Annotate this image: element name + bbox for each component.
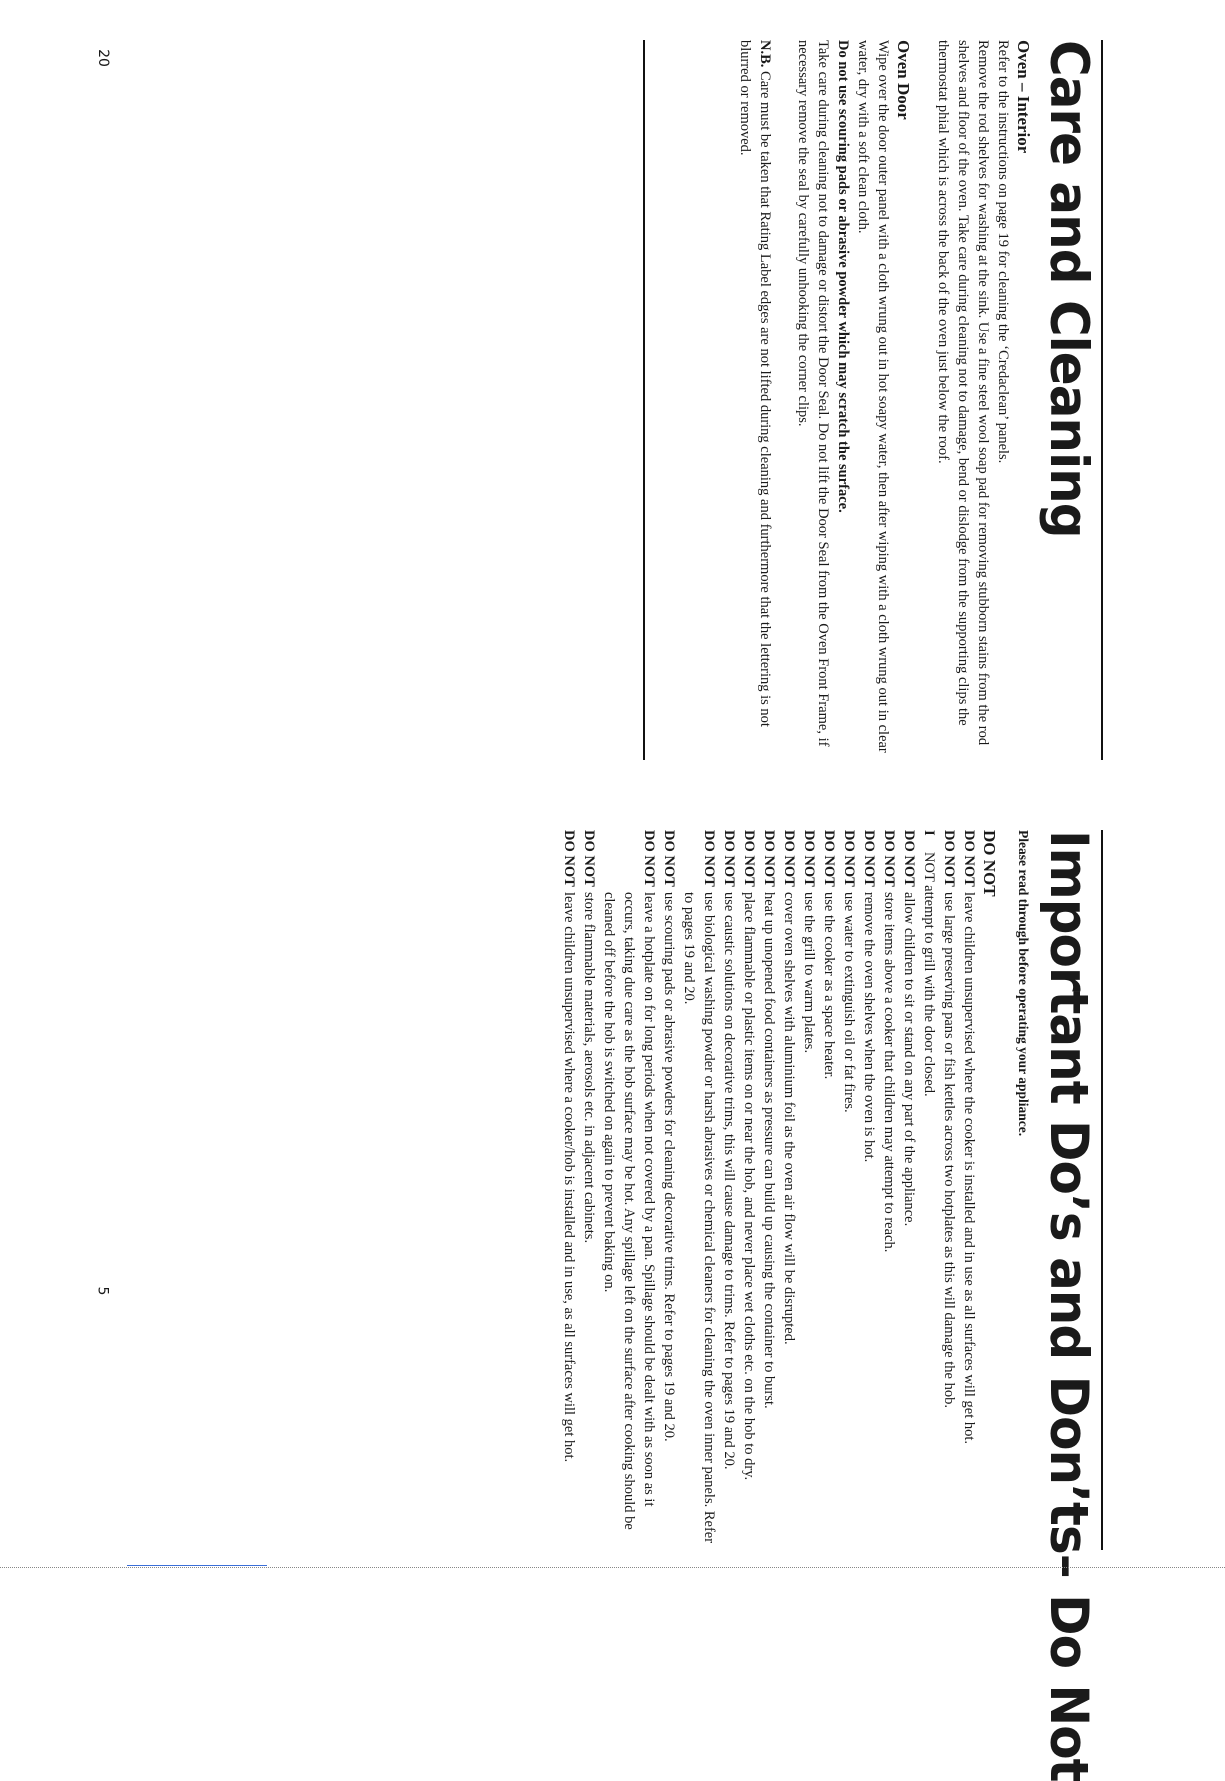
page-number-left: 20 xyxy=(94,49,111,67)
donot-item-text: cover oven shelves with aluminium foil as the oven air flow will be disrupted. xyxy=(781,892,797,1345)
donot-item-text: store items above a cooker that children may attempt to reach. xyxy=(881,892,897,1253)
donot-item xyxy=(899,830,919,1550)
donot-item-text: use the cooker as a space heater. xyxy=(821,892,837,1080)
donot-item xyxy=(559,830,579,1550)
nb-note xyxy=(735,40,775,760)
donot-item-text: leave children unsupervised where a cooker/hob is installed and in use, as all surfaces will get hot. xyxy=(561,892,577,1463)
donot-item-text: leave a hotplate on for long periods when not covered by a pan. Spillage should be dealt with as soon as it occurs, taking due care as the hob surface may be hot. Any spillage left on the surface after cooking should be cleaned off before the hob is switched on again to prevent baking on. xyxy=(601,892,657,1530)
donot-item-label: I xyxy=(921,830,937,836)
donot-item-text: store flammable materials, aerosols etc. in adjacent cabinets. xyxy=(581,892,597,1244)
donot-heading: DO NOT xyxy=(980,830,999,897)
donot-list xyxy=(559,830,979,1550)
donot-item-label: DO NOT xyxy=(881,830,897,887)
donot-item-text: allow children to sit or stand on any part of the appliance. xyxy=(901,892,917,1227)
donot-item xyxy=(939,830,959,1550)
oven-interior-p2: Remove the rod shelves for washing at the sink. Use a fine steel wool soap pad for removing stubborn stains from the rod shelves and floor of the oven. Take care during cleaning not to damage, bend or dislodge from the supporting clips the thermostat phial which is across the back of the oven just below the roof. xyxy=(935,40,991,746)
donot-item-label: DO NOT xyxy=(721,830,737,887)
donot-item-label: DO NOT xyxy=(581,830,597,887)
donot-item xyxy=(799,830,819,1550)
donot-item-label: DO NOT xyxy=(841,830,857,887)
donot-item-label: DO NOT xyxy=(941,830,957,887)
donot-item xyxy=(859,830,879,1550)
donot-item-text: use scouring pads or abrasive powders for cleaning decorative trims. Refer to pages 19 and 20. xyxy=(661,892,677,1442)
donot-item xyxy=(679,830,719,1550)
dos-and-donts-section xyxy=(313,830,1103,1781)
oven-door-warning: Do not use scouring pads or abrasive powder which may scratch the surface. xyxy=(835,40,851,513)
donot-item xyxy=(739,830,759,1550)
donot-item-text: use large preserving pans or fish kettles across two hotplates as this will damage the hob. xyxy=(941,892,957,1408)
donot-item xyxy=(579,830,599,1550)
donot-item-text: use the grill to warm plates. xyxy=(801,892,817,1054)
donot-item xyxy=(779,830,799,1550)
donot-item-label: DO NOT xyxy=(781,830,797,887)
donot-item-label: DO NOT xyxy=(561,830,577,887)
donot-item-text: use caustic solutions on decorative trims, this will cause damage to trims. Refer to pages 19 and 20. xyxy=(721,892,737,1470)
nb-text: Care must be taken that Rating Label edges are not lifted during cleaning and furthermore that the lettering is not blurred or removed. xyxy=(737,40,773,727)
donot-item-label: DO NOT xyxy=(801,830,817,887)
oven-door-p1: Wipe over the door outer panel with a cloth wrung out in hot soapy water, then after wiping with a cloth wrung out in clear water, dry with a soft clean cloth. xyxy=(855,40,891,753)
donot-item-label: DO NOT xyxy=(641,830,657,887)
oven-interior-heading: Oven – Interior xyxy=(1014,40,1033,154)
donot-item xyxy=(659,830,679,1550)
donot-item-label: DO NOT xyxy=(901,830,917,887)
donot-item xyxy=(879,830,899,1550)
donot-item-label: DO NOT xyxy=(861,830,877,887)
donot-item xyxy=(959,830,979,1550)
dos-lead: Please read through before operating your appliance. xyxy=(1016,830,1031,1137)
donot-item xyxy=(839,830,859,1550)
donot-item xyxy=(819,830,839,1550)
oven-interior-p1: Refer to the instructions on page 19 for cleaning the ‘Credaclean’ panels. xyxy=(995,40,1011,464)
donot-item-text: place flammable or plastic items on or near the hob, and never place wet cloths etc. on the hob to dry. xyxy=(741,892,757,1481)
donot-item xyxy=(919,830,939,1550)
donot-item xyxy=(719,830,739,1550)
donot-item-label: DO NOT xyxy=(821,830,837,887)
top-rule xyxy=(1101,830,1103,1550)
bottom-rule xyxy=(643,40,645,760)
care-title: Care and Cleaning xyxy=(1038,40,1100,538)
donot-item-label: DO NOT xyxy=(701,830,717,887)
oven-door-heading: Oven Door xyxy=(894,40,913,120)
donot-item-text: use water to extinguish oil or fat fires. xyxy=(841,892,857,1113)
donot-item xyxy=(759,830,779,1550)
donot-item-label: DO NOT xyxy=(741,830,757,887)
nb-label: N.B. xyxy=(757,40,773,68)
dos-title: Important Do’s and Don’ts– Do Not xyxy=(1038,830,1100,1781)
oven-door-p2: Take care during cleaning not to damage or distort the Door Seal. Do not lift the Door Seal from the Oven Front Frame, if necessary remove the seal by carefully unhooking the corner clips. xyxy=(795,40,831,747)
donot-item-text: remove the oven shelves when the oven is hot. xyxy=(861,892,877,1163)
donot-item-label: DO NOT xyxy=(661,830,677,887)
donot-item-text: use biological washing powder or harsh abrasives or chemical cleaners for cleaning the oven inner panels. Refer to pages 19 and 20. xyxy=(681,892,717,1544)
scan-link-line xyxy=(127,1565,267,1566)
care-and-cleaning-section xyxy=(573,40,1103,760)
page-number-right: 5 xyxy=(94,1286,111,1296)
donot-item-text: leave children unsupervised where the cooker is installed and in use as all surfaces will get hot. xyxy=(961,892,977,1445)
top-rule xyxy=(1101,40,1103,760)
donot-item-text: heat up unopened food containers as pressure can build up causing the container to burst. xyxy=(761,892,777,1409)
donot-item-label: DO NOT xyxy=(761,830,777,887)
donot-item xyxy=(599,830,659,1550)
scan-border xyxy=(0,1567,1225,1568)
donot-item-text: NOT attempt to grill with the door closed. xyxy=(921,852,937,1097)
donot-item-label: DO NOT xyxy=(961,830,977,887)
